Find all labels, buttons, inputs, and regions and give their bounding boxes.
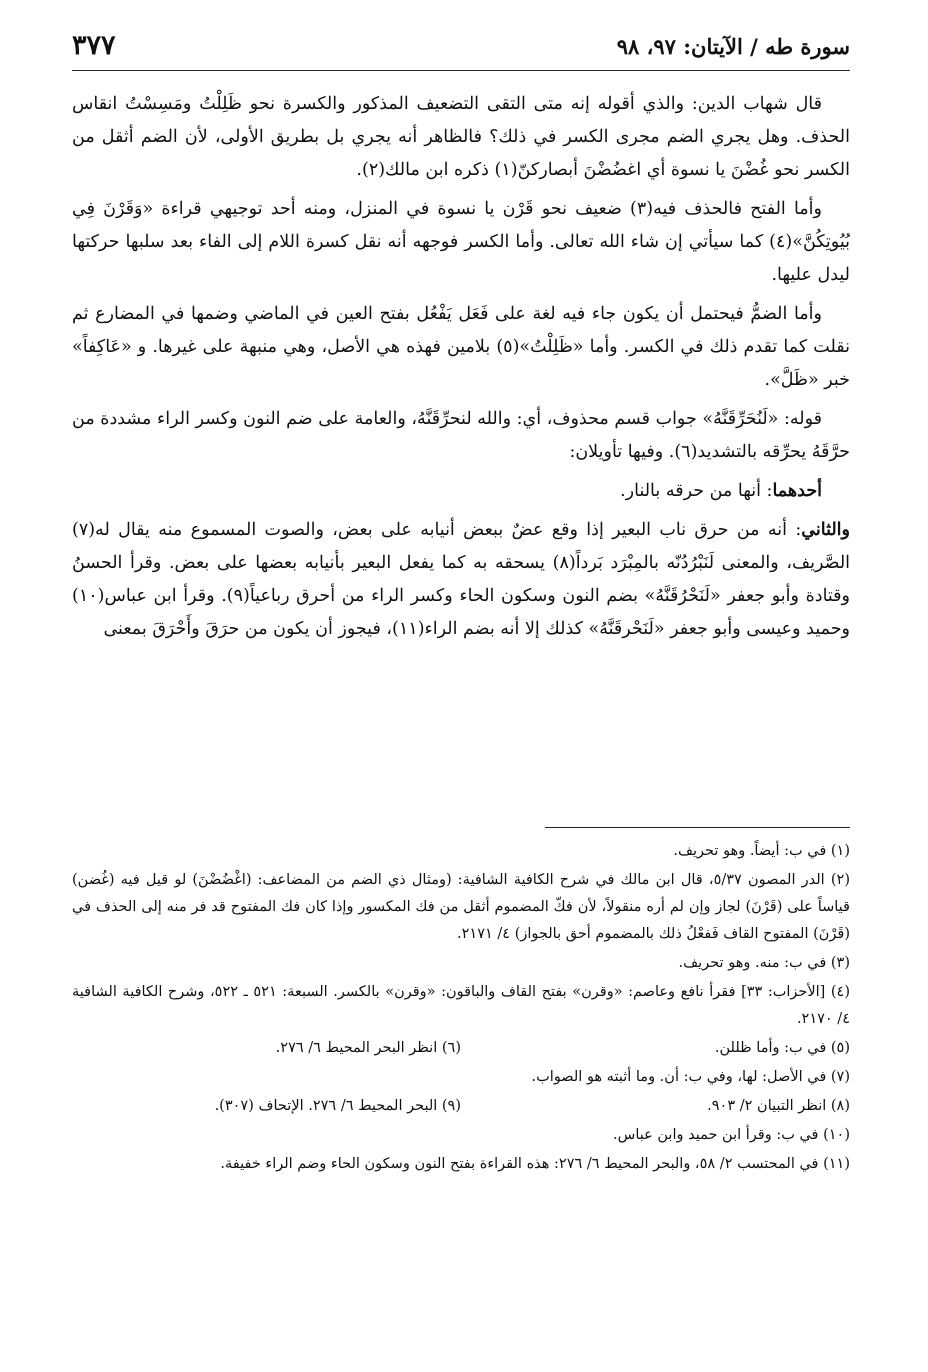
paragraph: وأما الفتح فالحذف فيه(٣) ضعيف نحو قَرْن يا نسوة في المنزل، ومنه أحد توجيهي قراءة «وَقَرْنَ فِي بُيُوتِكُنَّ»(٤) كما سيأتي إن شاء الله تعالى. وأما الكسر فوجهه أنه نقل كسرة اللام إلى الفاء بعد سلبها حركتها ليدل عليها.: [72, 199, 850, 285]
paragraph: قال شهاب الدين: والذي أقوله إنه متى التقى التضعيف المذكور والكسرة نحو ظَلِلْتُ ومَسِسْتُ انقاس الحذف. وهل يجري الضم مجرى الكسر في ذلك؟ فالظاهر أنه يجري بل بطريق الأولى، لأن الضم أثقل من الكسر نحو غُضْنَ يا نسوة أي اغضُضْنَ أبصاركنّ(١) ذكره ابن مالك(٢).: [72, 94, 850, 180]
footnote: (٥) في ب: وأما ظللن.: [714, 1040, 850, 1056]
paragraph-label: والثاني: [801, 520, 850, 540]
paragraph: [72, 514, 850, 646]
footnote: (٢) الدر المصون ٥/٣٧، قال ابن مالك في شرح الكافية الشافية: (ومثال ذي الضم من المضاعف: (اغْضُضْنَ) لو قيل فيه (غُضن) قياساً على (قَرْنَ) لجاز وإن لم أره منقولاً، لأن فكّ المضموم أثقل من فك المكسور وإذا كان فك المفتوح قد فر منه إلى الحذف في (قَرْنَ) المفتوح القاف فَفعْلُ ذلك بالمضموم أحق بالجواز) ٤/ ٢١٧١.: [72, 872, 850, 942]
footnotes: [72, 838, 850, 1180]
footnote: (١١) في المحتسب ٢/ ٥٨، والبحر المحيط ٦/ ٢٧٦: هذه القراءة بفتح النون وسكون الحاء وضم الراء خفيفة.: [220, 1156, 850, 1172]
footnote: (٤) [الأحزاب: ٣٣] فقرأ نافع وعاصم: «وقرن» بفتح القاف والباقون: «وقرن» بالكسر. السبعة: ٥٢١ ـ ٥٢٢، وشرح الكافية الشافية ٤/ ٢١٧٠.: [72, 984, 851, 1027]
footnote-row: [72, 1035, 850, 1062]
footnote: (٩) البحر المحيط ٦/ ٢٧٦. الإتحاف (٣٠٧).: [214, 1098, 461, 1114]
footnote: (١٠) في ب: وقرأ ابن حميد وابن عباس.: [613, 1127, 850, 1143]
footnote-separator: [545, 827, 850, 828]
running-title: سورة طه / الآيتان: ٩٧، ٩٨: [616, 34, 850, 59]
page-header: [72, 30, 850, 71]
paragraph-label: أحدهما: [772, 481, 822, 501]
footnote: (٣) في ب: منه. وهو تحريف.: [678, 955, 850, 971]
footnote: (٨) انظر التبيان ٢/ ٩٠٣.: [707, 1098, 850, 1114]
footnote: (١) في ب: أيضاً. وهو تحريف.: [673, 843, 850, 859]
main-text: [72, 88, 850, 652]
footnote: (٧) في الأصل: لها، وفي ب: أن. وما أثبته هو الصواب.: [531, 1069, 850, 1085]
paragraph: قوله: «لَنُحَرِّقَنَّهُ» جواب قسم محذوف، أي: والله لنحرِّقَنَّهُ، والعامة على ضم النون وكسر الراء مشددة من حرَّقَهُ يحرِّقه بالتشديد(٦). وفيها تأويلان:: [72, 409, 850, 462]
page-number: ٣٧٧: [72, 30, 116, 61]
footnote-row: [72, 1093, 850, 1120]
paragraph: وأما الضمُّ فيحتمل أن يكون جاء فيه لغة على فَعَل يَفْعُل بفتح العين في الماضي وضمها في المضارع ثم نقلت كما تقدم ذلك في الكسر. وأما «ظَلِلْتُ»(٥) بلامين فهذه هي الأصل، وهي منبهة على غيرها. و «عَاكِفاً» خبر «ظَلَّ».: [72, 304, 850, 390]
paragraph: [72, 475, 850, 508]
paragraph-text: : أنه من حرق ناب البعير إذا وقع عضٌ ببعض أنيابه على بعض، والصوت المسموع منه يقال له(٧) الصَّريف، والمعنى لَنَبْرُدُنّه بالمِبْرَد بَرداً(٨) يسحقه به كما يفعل البعير بأنيابه بعضها على بعض. وقرأ الحسنُ وقتادة وأبو جعفر «لَنَحْرُقَنَّهُ» بضم النون وسكون الحاء وكسر الراء من أحرق رباعياً(٩). وقرأ ابن عباس(١٠) وحميد وعيسى وأبو جعفر «لَنَحْرقَنَّهُ» كذلك إلا أنه بضم الراء(١١)، فيجوز أن يكون من حرَقَ وأَحْرَقَ بمعنى: [72, 520, 851, 639]
footnote: (٦) انظر البحر المحيط ٦/ ٢٧٦.: [275, 1040, 461, 1056]
paragraph-text: : أنها من حرقه بالنار.: [620, 481, 773, 501]
